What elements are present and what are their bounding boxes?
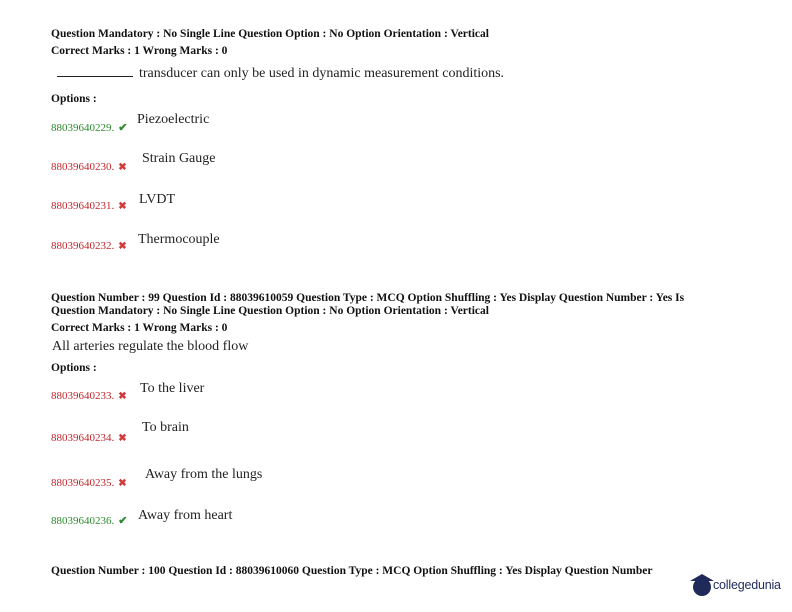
question-meta: Question Mandatory : No Single Line Question Option : No Option Orientation : Vertical (51, 305, 489, 317)
marks-line: Correct Marks : 1 Wrong Marks : 0 (51, 45, 228, 57)
option-id-text: 88039640235. (51, 477, 115, 489)
marks-line: Correct Marks : 1 Wrong Marks : 0 (51, 322, 228, 334)
option-id-text: 88039640229. (51, 122, 115, 134)
option-id (51, 161, 127, 173)
option-id-text: 88039640230. (51, 161, 115, 173)
option-id (51, 200, 127, 212)
question-text: All arteries regulate the blood flow (52, 339, 249, 354)
option-id-text: 88039640232. (51, 240, 115, 252)
cross-icon: ✖ (118, 478, 127, 489)
option-id-text: 88039640236. (51, 515, 115, 527)
question-meta: Question Number : 100 Question Id : 88039610060 Question Type : MCQ Option Shuffling : Yes Display Question Number (51, 565, 653, 577)
check-icon: ✔ (118, 515, 128, 527)
options-label: Options : (51, 362, 97, 374)
option-id (51, 514, 127, 527)
option-id (51, 240, 127, 252)
cross-icon: ✖ (118, 162, 127, 173)
question-text-body: transducer can only be used in dynamic measurement conditions. (139, 66, 505, 81)
option-id-text: 88039640234. (51, 432, 115, 444)
option-text: Thermocouple (138, 232, 220, 247)
option-id (51, 121, 127, 134)
option-text: To brain (142, 420, 189, 435)
question-text (57, 66, 504, 82)
option-id (51, 432, 127, 444)
option-id-text: 88039640233. (51, 390, 115, 402)
option-text: LVDT (139, 192, 176, 207)
option-id (51, 390, 127, 402)
options-label: Options : (51, 93, 97, 105)
cross-icon: ✖ (118, 391, 127, 402)
logo-wordmark: collegedunia (713, 578, 781, 592)
option-text: Piezoelectric (137, 112, 210, 127)
option-text: Away from the lungs (145, 467, 263, 482)
question-meta: Question Mandatory : No Single Line Question Option : No Option Orientation : Vertical (51, 28, 489, 40)
check-icon: ✔ (118, 122, 128, 134)
cross-icon: ✖ (118, 433, 127, 444)
collegedunia-logo (690, 572, 790, 606)
answer-blank (57, 76, 133, 77)
option-text: Away from heart (138, 508, 233, 523)
cross-icon: ✖ (118, 201, 127, 212)
graduation-cap-icon (690, 574, 714, 581)
option-text: Strain Gauge (142, 151, 216, 166)
option-id (51, 477, 127, 489)
option-id-text: 88039640231. (51, 200, 115, 212)
question-meta: Question Number : 99 Question Id : 88039610059 Question Type : MCQ Option Shuffling : Yes Display Question Number : Yes Is (51, 292, 685, 304)
option-text: To the liver (140, 381, 205, 396)
cross-icon: ✖ (118, 241, 127, 252)
